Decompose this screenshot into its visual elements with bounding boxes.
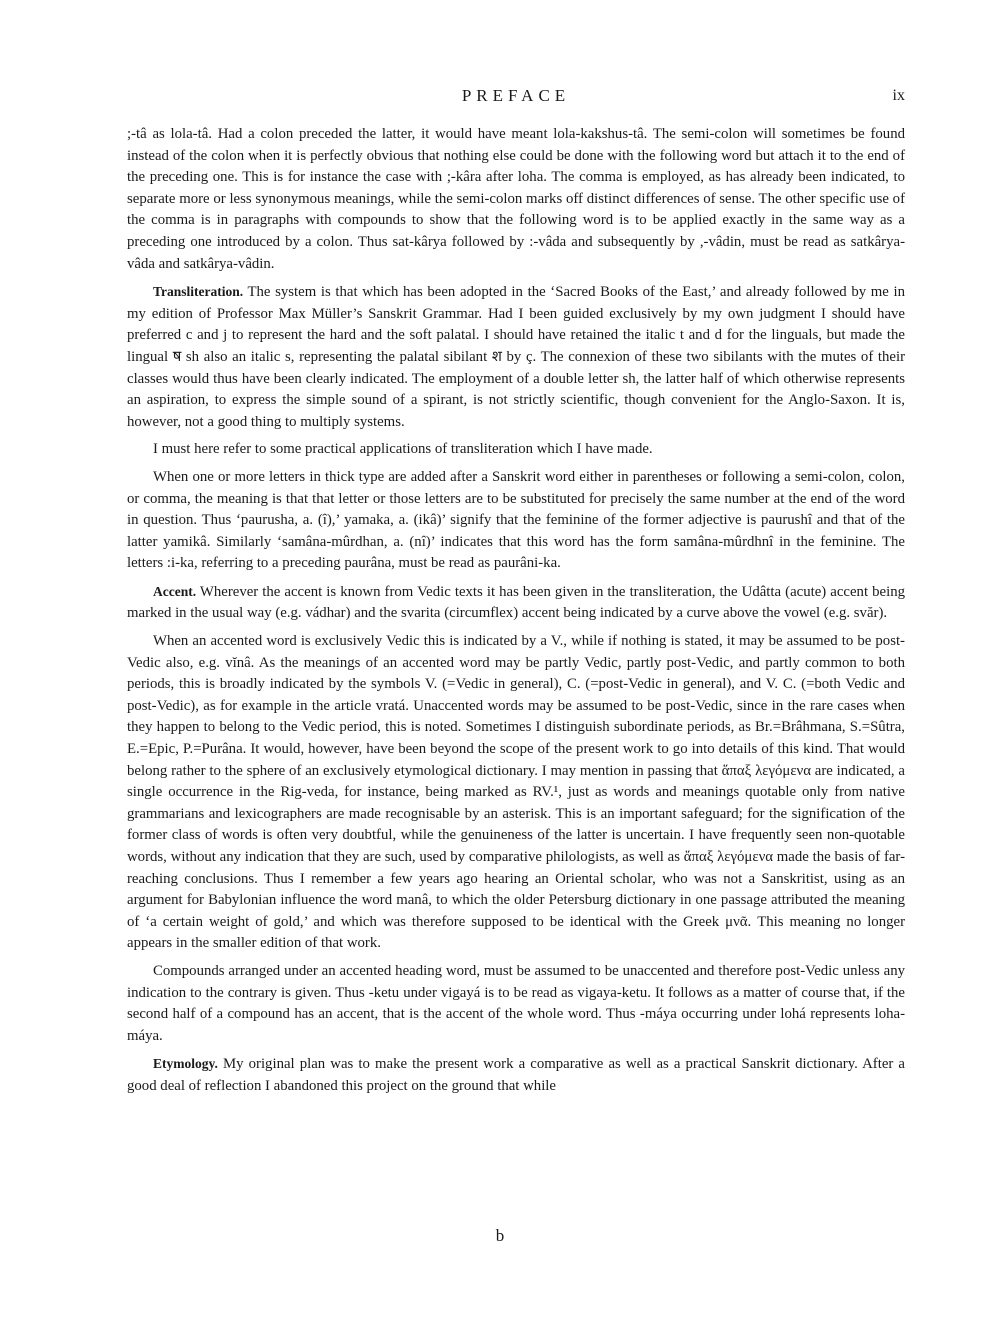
running-title: PREFACE [461,86,571,105]
paragraph-text: Compounds arranged under an accented heading word, must be assumed to be unaccented and therefore post-Vedic unless any indication to the contrary is given. Thus -ketu under vigayá is to be read as vigaya-ketu. It follows as a matter of course that, if the second half of a compound has an accent, that is the accent of the whole word. Thus -máya occurring under lohá represents loha-máya. [127,962,905,1044]
paragraph-vedic-periods [127,631,905,955]
paragraph-text: ;-tâ as lola-tâ. Had a colon preceded the latter, it would have meant lola-kakshus-tâ. The semi-colon will sometimes be found instead of the colon when it is perfectly obvious that nothing else could be done with the following word but attach it to the end of the preceding one. This is for instance the case with ;-kâra after loha. The comma is employed, as has already been indicated, to separate more or less synonymous meanings, while the semi-colon marks off distinct differences of sense. The other specific use of the comma is in paragraphs with compounds to show that the following word is to be applied exactly in the same way as a preceding one introduced by a colon. Thus sat-kârya followed by :-vâda and subsequently by ,-vâdin, must be read as satkârya-vâda and satkârya-vâdin. [127,126,905,272]
section-heading-transliteration: Transliteration. [153,284,244,300]
paragraph-text: My original plan was to make the present work a comparative as well as a practical Sanskrit dictionary. After a good deal of reflection I abandoned this project on the ground that while [127,1056,905,1094]
section-heading-accent: Accent. [153,583,197,599]
paragraph-transliteration [127,281,905,433]
page-header [127,86,905,110]
paragraph-text: When an accented word is exclusively Vedic this is indicated by a V., while if nothing is stated, it may be assumed to be post-Vedic also, e.g. vĭnâ. As the meanings of an accented word may be partly Vedic, partly post-Vedic, and partly common to both periods, this is broadly indicated by the symbols V. (=Vedic in general), C. (=post-Vedic in general), and V. C. (=both Vedic and post-Vedic), as for example in the article vratá. Unaccented words may be assumed to be post-Vedic, since in the rare cases when they happen to belong to the Vedic period, this is noted. Sometimes I distinguish subordinate periods, as Br.=Brâhmana, S.=Sûtra, E.=Epic, P.=Purâna. It would, however, have been beyond the scope of the present work to go into details of this kind. That would belong rather to the sphere of an exclusively etymological dictionary. I may mention in passing that ἅπαξ λεγόμενα are indicated, a single occurrence in the Rig-veda, for instance, being marked as RV.¹, just as words and meanings quotable only from native grammarians and lexicographers are made recognisable by an asterisk. This is an important safeguard; for the signification of the former class of words is often very doubtful, while the genuineness of the latter is uncertain. I have frequently seen non-quotable words, without any indication that they are such, used by comparative philologists, as well as ἅπαξ λεγόμενα made the basis of far-reaching conclusions. Thus I remember a few years ago hearing an Oriental scholar, who was not a Sanskritist, using as an argument for Babylonian influence the word manâ, to which the older Petersburg dictionary in one passage attributed the meaning of ‘a certain weight of gold,’ and which was therefore supposed to be identical with the Greek μνᾶ. This meaning no longer appears in the smaller edition of that work. [127,633,905,952]
paragraph-text: The system is that which has been adopted in the ‘Sacred Books of the East,’ and already followed by me in my edition of Professor Max Müller’s Sanskrit Grammar. Had I been guided exclusively by my own judgment I should have preferred c and j to represent the hard and the soft palatal. I should have retained the italic t and d for the linguals, but made the lingual ष sh also an italic s, representing the palatal sibilant श by ç. The connexion of these two sibilants with the mutes of their classes would thus have been clearly indicated. The employment of a double letter sh, the latter half of which otherwise represents an aspiration, to express the simple sound of a spirant, is not strictly scientific, though convenient for the Anglo-Saxon. It is, however, not a good thing to multiply systems. [127,284,905,430]
signature-mark: b [495,1226,505,1245]
section-heading-etymology: Etymology. [153,1056,218,1072]
paragraph-text: Wherever the accent is known from Vedic texts it has been given in the transliteration, the Udâtta (acute) accent being marked in the usual way (e.g. vádhar) and the svarita (circumflex) accent being indicated by a curve above the vowel (e.g. svăr). [127,583,905,622]
paragraph-compounds [127,961,905,1047]
paragraph-text: I must here refer to some practical applications of transliteration which I have made. [153,441,653,458]
page-number: ix [892,87,905,104]
paragraph-accent [127,581,905,625]
paragraph-etymology [127,1053,905,1097]
paragraph-text: When one or more letters in thick type are added after a Sanskrit word either in parentheses or following a semi-colon, colon, or comma, the meaning is that that letter or those letters are to be substituted for precisely the same number at the end of the word in question. Thus ‘paurusha, a. (î),’ yamaka, a. (ikâ)’ signify that the feminine of the former adjective is paurushî and that of the latter yamikâ. Similarly ‘samâna-mûrdhan, a. (nî)’ indicates that this word has the form samâna-mûrdhnî in the feminine. The letters :i-ka, referring to a preceding paurâna, must be read as paurâni-ka. [127,468,905,572]
paragraph-thick-type [127,467,905,575]
paragraph-practical-applications [127,439,905,461]
body-text [127,124,905,1104]
paragraph-semicolon-usage [127,124,905,275]
